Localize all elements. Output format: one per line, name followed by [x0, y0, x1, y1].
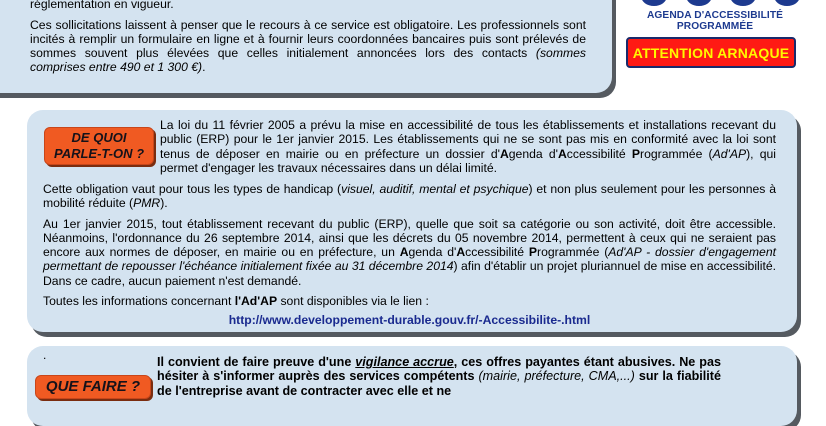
logo-circle-2 [686, 0, 712, 6]
what-is-it-box [27, 110, 797, 332]
vigilance-paragraph: Il convient de faire preuve d'une vigilance accrue, ces offres payantes étant abusives. Ne pas hésiter à s'informer auprès des services compétents (mairie, préfecture, CMA,...) sur la fiabilité de l'entreprise avant de contracter avec elle et ne [157, 355, 722, 398]
law-paragraph: La loi du 11 février 2005 a prévu la mise en accessibilité de tous les établissements et installations recevant du public (ERP) pour le 1er janvier 2015. Les établissements qui ne se sont pas mis en conformité avec la loi sont tenus de déposer en mairie ou en préfecture un dossier d'Agenda d'Accessibilité Programmée (Ad'AP), qui permet d'engager les travaux nécessaires dans un délai limité. [160, 118, 776, 175]
deadline-paragraph: Au 1er janvier 2015, tout établissement recevant du public (ERP), quelle que soit sa catégorie ou son activité, doit être accessible. Néanmoins, l'ordonnance du 26 septembre 2014, ainsi que les décrets du 05 novembre 2014, permettent à ceux qui ne seraient pas encore aux normes de déposer, en mairie ou en préfecture, un Agenda d'Accessibilité Programmée (Ad'AP - dossier d'engagement permettant de repousser l'échéance initialement fixée au 31 décembre 2014) afin d'établir un projet pluriannuel de mise en accessibilité. Dans ce cadre, aucun paiement n'est demandé. [43, 216, 776, 288]
top-info-box [0, 0, 612, 93]
info-link-paragraph: Toutes les informations concernant l'Ad'AP sont disponibles via le lien : [43, 294, 429, 309]
logo-circle-3 [730, 0, 756, 6]
logo-circle-4 [774, 0, 800, 6]
what-is-it-label: DE QUOI PARLE-T-ON ? [44, 127, 154, 165]
accessibility-link[interactable]: http://www.developpement-durable.gouv.fr/-Accessibilite-.html [228, 313, 591, 328]
bullet-dot: . [43, 348, 47, 362]
top-text-line [30, 0, 586, 12]
top-paragraph-2: Ces sollicitations laissent à penser que le recours à ce service est obligatoire. Les professionnels sont incités à remplir un formulaire en ligne et à fournir leurs coordonnées bancaires puis sont prélevés de sommes souvent plus élevées que celles initialement annoncées lors des contacts (sommes comprises entre 490 et 1 300 €). [30, 17, 586, 75]
what-to-do-label: QUE FAIRE ? [35, 375, 151, 399]
logo-caption: AGENDA D'ACCESSIBILITÉ PROGRAMMÉE [646, 10, 784, 32]
top-line-2: réglementation en vigueur. [30, 0, 174, 12]
attention-scam-banner: ATTENTION ARNAQUE [626, 37, 796, 68]
handicap-paragraph: Cette obligation vaut pour tous les types de handicap (visuel, auditif, mental et psychique) et non plus seulement pour les personnes à mobilité réduite (PMR). [43, 182, 777, 211]
what-to-do-box [27, 346, 797, 426]
logo-circle-1 [641, 0, 667, 6]
